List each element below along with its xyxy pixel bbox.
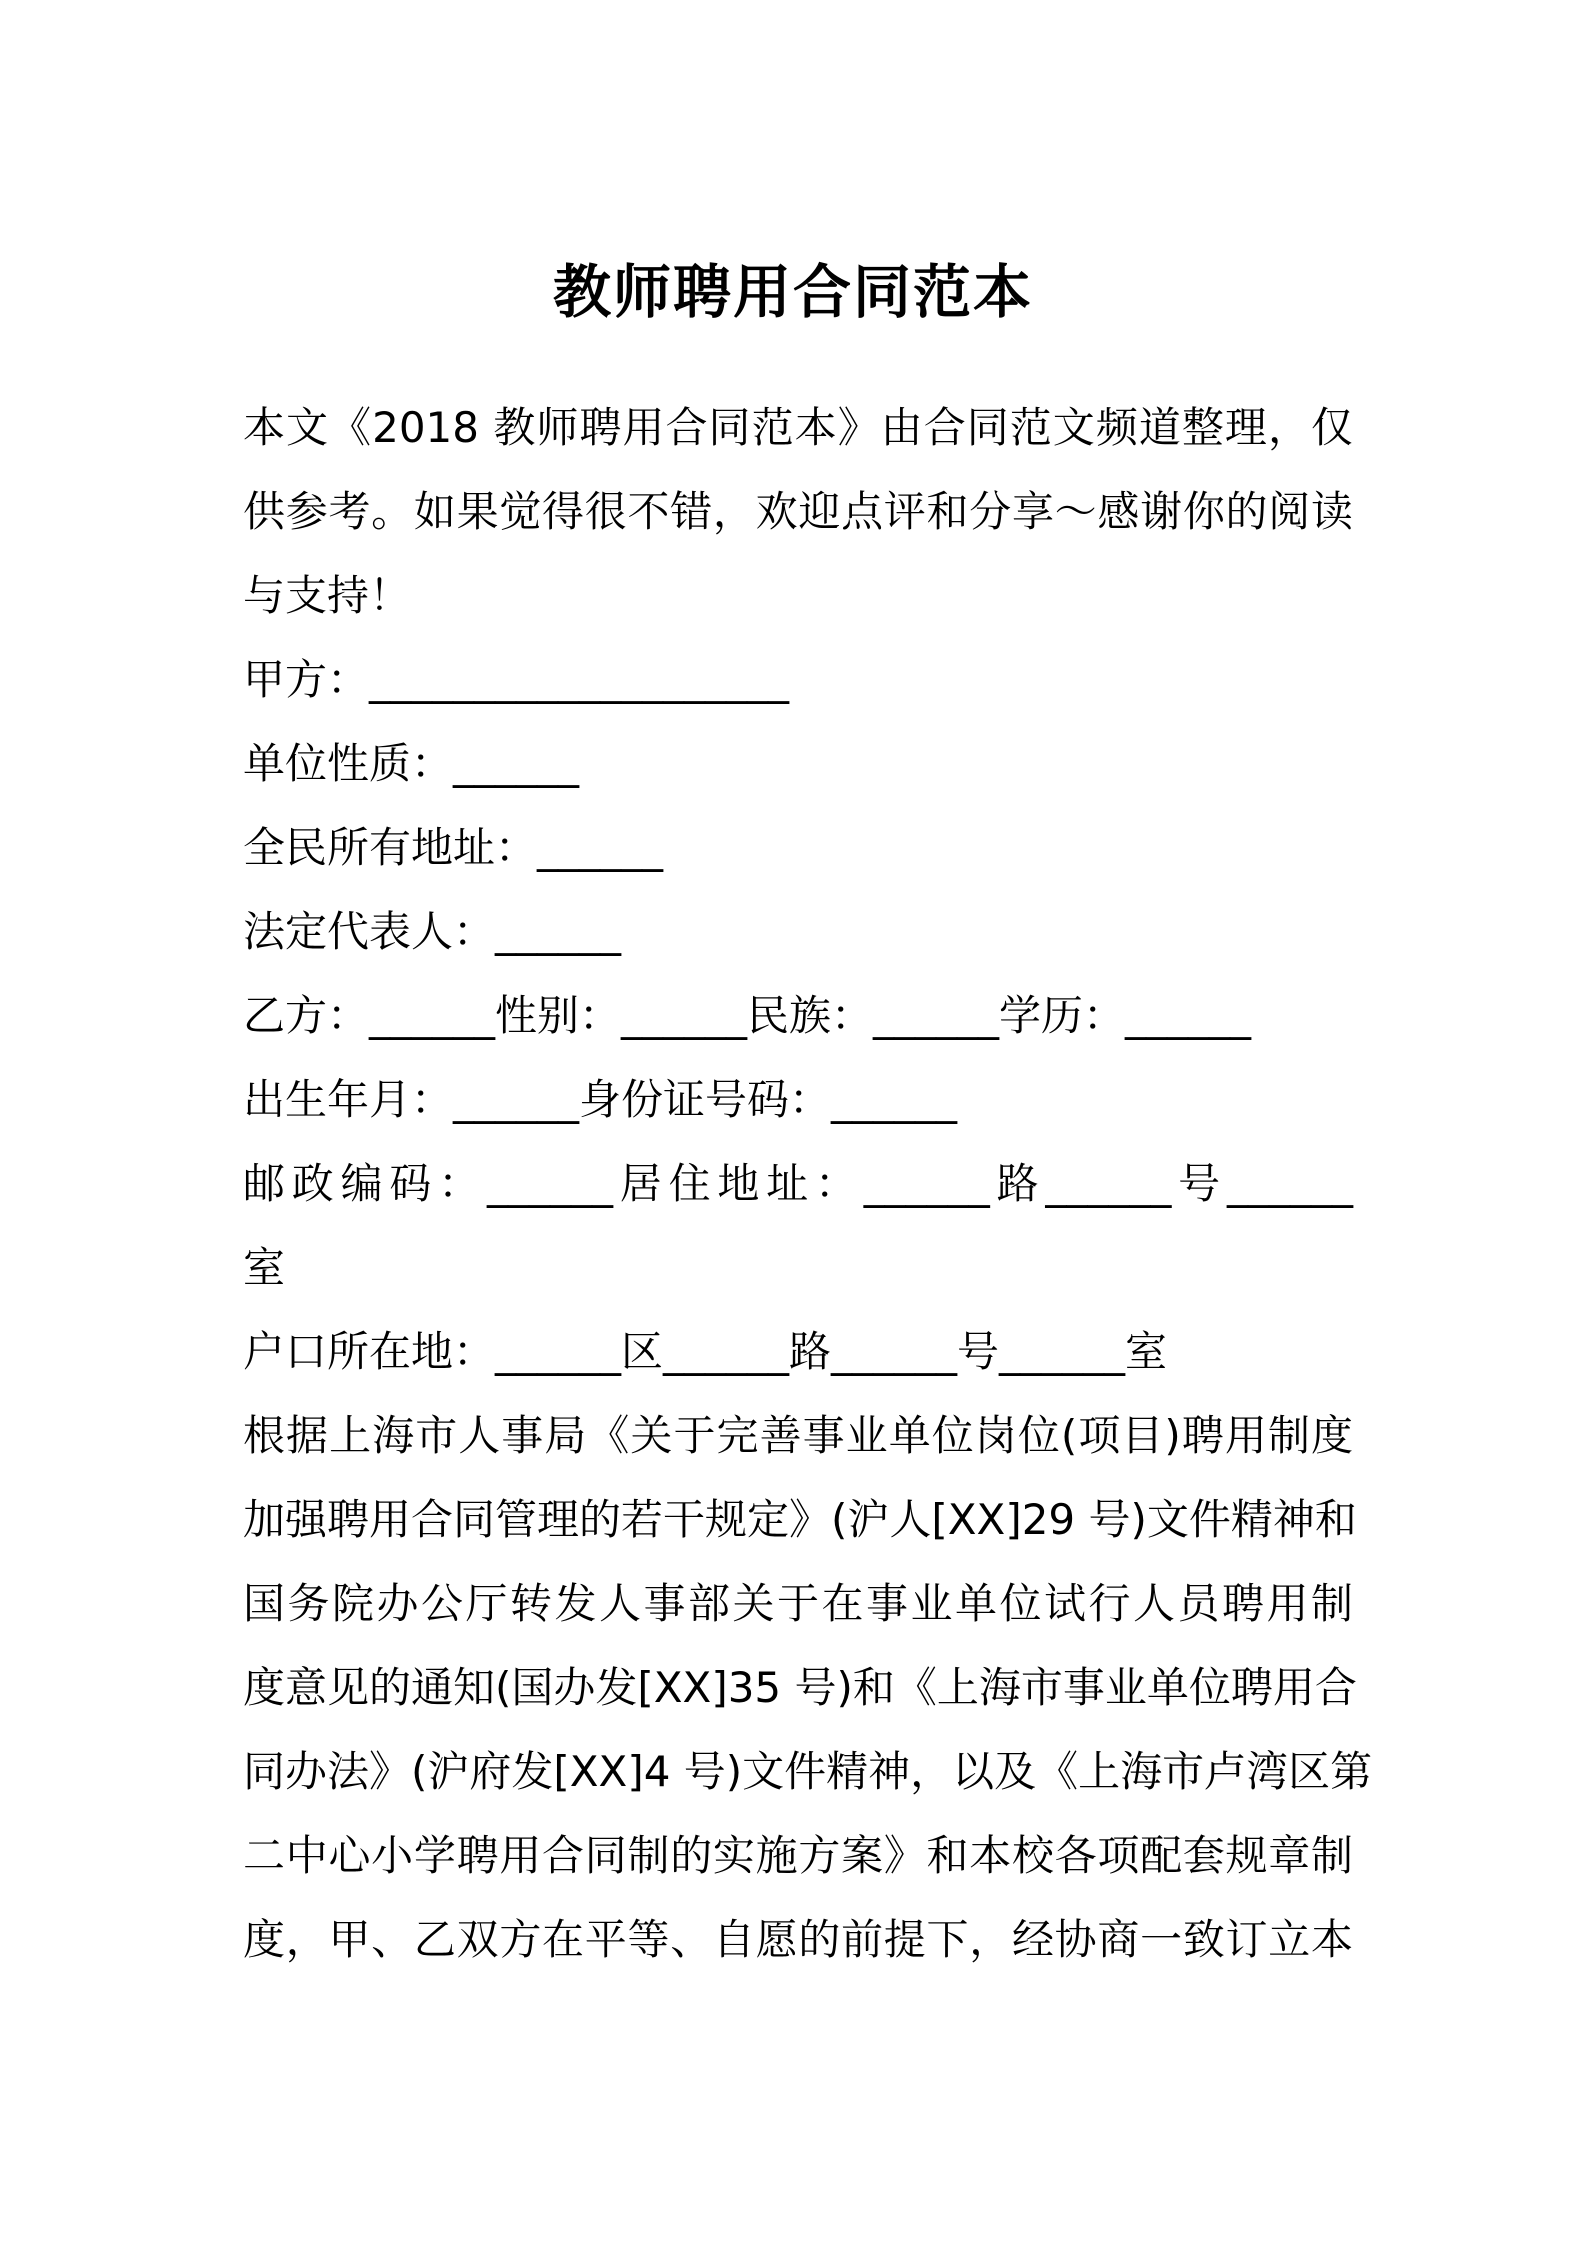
household-registration-line: 户口所在地：______区______路______号______室 [243,1327,1168,1376]
party-b-info-line: 乙方：______性别：______民族：______学历：______ [243,991,1252,1040]
address-field: 全民所有地址：______ [243,823,664,872]
basis-paragraph-line-3: 国务院办公厅转发人事部关于在事业单位试行人员聘用制 [243,1579,1353,1628]
basis-paragraph-line-4: 度意见的通知(国办发[XX]35 号)和《上海市事业单位聘用合 [243,1663,1357,1712]
intro-line-2: 供参考。如果觉得很不错，欢迎点评和分享～感谢你的阅读 [243,487,1353,536]
basis-paragraph-line-2: 加强聘用合同管理的若干规定》(沪人[XX]29 号)文件精神和 [243,1495,1357,1544]
intro-line-1: 本文《2018 教师聘用合同范本》由合同范文频道整理，仅 [243,403,1353,452]
basis-paragraph-line-7: 度，甲、乙双方在平等、自愿的前提下，经协商一致订立本 [243,1915,1353,1964]
birth-id-line: 出生年月：______身份证号码：______ [243,1075,958,1124]
postal-residence-line: 邮政编码：______居住地址：______路______号______ [243,1159,1353,1208]
unit-nature-field: 单位性质：______ [243,739,580,788]
basis-paragraph-line-6: 二中心小学聘用合同制的实施方案》和本校各项配套规章制 [243,1831,1353,1880]
basis-paragraph-line-5: 同办法》(沪府发[XX]4 号)文件精神，以及《上海市卢湾区第 [243,1747,1373,1796]
residence-room-line: 室 [243,1243,286,1292]
party-a-field: 甲方：____________________ [243,655,790,704]
basis-paragraph-line-1: 根据上海市人事局《关于完善事业单位岗位(项目)聘用制度 [243,1411,1353,1460]
intro-line-3: 与支持！ [243,571,412,620]
legal-representative-field: 法定代表人：______ [243,907,622,956]
document-title: 教师聘用合同范本 [552,258,1033,326]
